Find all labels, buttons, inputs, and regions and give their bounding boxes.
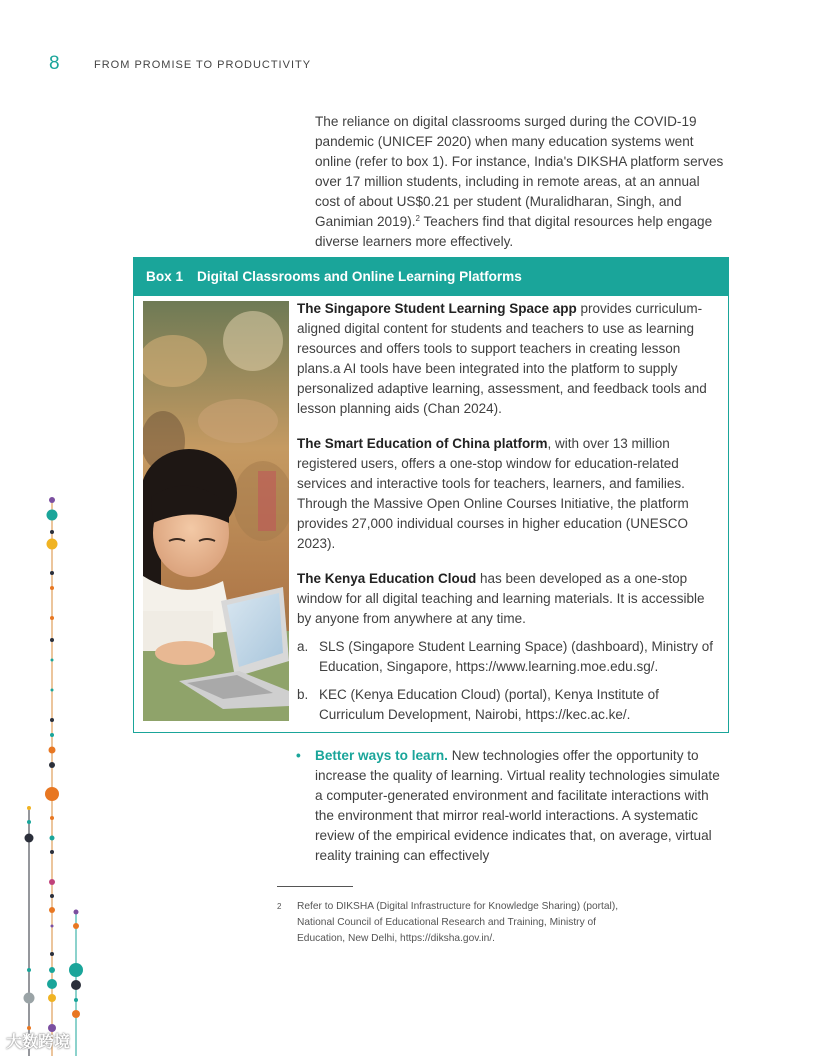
box-item bbox=[297, 434, 721, 554]
box-item bbox=[297, 299, 721, 419]
box-notes bbox=[297, 637, 721, 725]
box-label: Box 1 bbox=[146, 269, 184, 284]
decorative-dot-lines bbox=[0, 480, 90, 1056]
intro-paragraph bbox=[315, 112, 725, 252]
box-note bbox=[297, 637, 721, 677]
page-number: 8 bbox=[49, 53, 60, 74]
box-header bbox=[134, 258, 728, 296]
box-item-body: provides curriculum-aligned digital content for students and teachers to use as learning resources and offers tools to support teachers in creating lesson plans.a AI tools have been integrated into the platform to supply personalized adaptive learning, assessment, and feedback tools and lesson planning aids (Chan 2024). bbox=[297, 301, 707, 416]
box-note bbox=[297, 685, 721, 725]
bullet-item bbox=[296, 746, 720, 866]
intro-text: The reliance on digital classrooms surged during the COVID-19 pandemic (UNICEF 2020) when many education systems went online (refer to box 1). For instance, India's DIKSHA platform serves over 17 million students, including in remote areas, at an annual cost of about US$0.21 per student (Muralidharan, Singh, and Ganimian 2019). bbox=[315, 114, 724, 229]
box-item-lead: The Kenya Education Cloud bbox=[297, 571, 477, 586]
footnote-text: Refer to DIKSHA (Digital Infrastructure for Knowledge Sharing) (portal), National Council of Educational Research and Training, Ministry of Education, New Delhi, https://diksha.gov.in/. bbox=[297, 901, 619, 944]
note-text: SLS (Singapore Student Learning Space) (dashboard), Ministry of Education, Singapore, https://www.learning.moe.edu.sg/. bbox=[319, 639, 713, 674]
intro-text-after: Teachers find that digital resources help engage diverse learners more effectively. bbox=[315, 214, 713, 249]
box-1 bbox=[133, 257, 729, 733]
note-marker: b. bbox=[297, 687, 309, 702]
note-text: KEC (Kenya Education Cloud) (portal), Kenya Institute of Curriculum Development, Nairobi, https://kec.ac.ke/. bbox=[319, 687, 659, 722]
box-body bbox=[297, 299, 721, 733]
bullet-icon: • bbox=[296, 748, 301, 763]
running-title: FROM PROMISE TO PRODUCTIVITY bbox=[94, 59, 312, 71]
box-item-body: , with over 13 million registered users, offers a one-stop window for education-related services and interactive tools for teachers, learners, and families. Through the Massive Open Online Courses Initiative, the platform provides 27,000 individual courses in higher education (UNESCO 2023). bbox=[297, 436, 689, 551]
footnote-ref[interactable]: 2 bbox=[415, 214, 420, 223]
box-item-lead: The Smart Education of China platform bbox=[297, 436, 548, 451]
note-marker: a. bbox=[297, 639, 309, 654]
student-laptop-photo bbox=[143, 301, 289, 721]
box-title: Digital Classrooms and Online Learning Platforms bbox=[197, 269, 522, 284]
box-item-lead: The Singapore Student Learning Space app bbox=[297, 301, 577, 316]
box-item bbox=[297, 569, 721, 629]
box-item-body: has been developed as a one-stop window for all digital teaching and learning materials. It is accessible by anyone from anywhere at any time. bbox=[297, 571, 705, 626]
footnote bbox=[277, 899, 637, 947]
watermark: 大数跨境 bbox=[6, 1034, 71, 1051]
bullet-text: New technologies offer the opportunity to increase the quality of learning. Virtual reality technologies simulate a computer-generated environment and facilitate interactions with the environment that mirror real-world interactions. A systematic review of the empirical evidence indicates that, on average, virtual reality training can effectively bbox=[315, 748, 720, 863]
footnote-divider bbox=[277, 886, 353, 887]
footnote-number: 2 bbox=[277, 902, 282, 911]
bullet-lead: Better ways to learn. bbox=[315, 748, 448, 763]
